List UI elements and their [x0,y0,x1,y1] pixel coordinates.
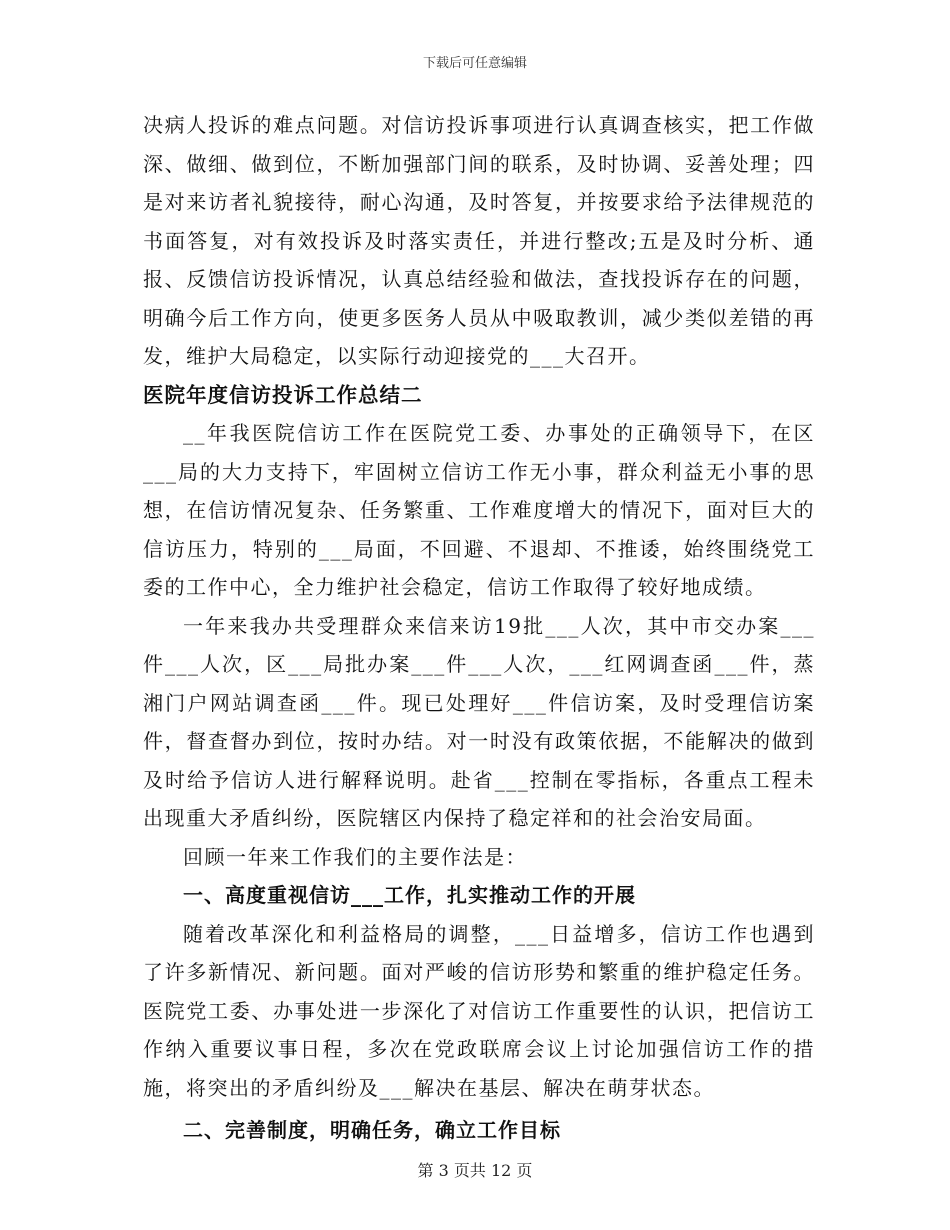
page-footer: 第 3 页共 12 页 [417,1161,533,1180]
paragraph-continuation: 决病人投诉的难点问题。对信访投诉事项进行认真调查核实，把工作做深、做细、做到位，不断加强部门间的联系，及时协调、妥善处理；四是对来访者礼貌接待，耐心沟通，及时答复，并按要求给予法律规范的书面答复，对有效投诉及时落实责任，并进行整改;五是及时分析、通报、反馈信访投诉情况，认真总结经验和做法，查找投诉存在的问题，明确今后工作方向，使更多医务人员从中吸取教训，减少类似差错的再发，维护大局稳定，以实际行动迎接党的___大召开。 [143,113,815,368]
paragraph-measures: 随着改革深化和利益格局的调整，___日益增多，信访工作也遇到了许多新情况、新问题。面对严峻的信访形势和繁重的维护稳定任务。医院党工委、办事处进一步深化了对信访工作重要性的认识，把信访工作纳入重要议事日程，多次在党政联席会议上讨论加强信访工作的措施，将突出的矛盾纠纷及___解决在基层、解决在萌芽状态。 [143,921,815,1100]
heading-one: 一、高度重视信访___工作，扎实推动工作的开展 [183,883,636,907]
document-body [143,106,815,1150]
paragraph-statistics: 一年来我办共受理群众来信来访19批___人次，其中市交办案___件___人次，区___局批办案___件___人次，___红网调查函___件，蒸湘门户网站调查函___件。现已处理好___件信访案，及时受理信访案件，督查督办到位，按时办结。对一时没有政策依据，不能解决的做到及时给予信访人进行解释说明。赴省___控制在零指标，各重点工程未出现重大矛盾纠纷，医院辖区内保持了稳定祥和的社会治安局面。 [143,613,815,830]
section-title: 医院年度信访投诉工作总结二 [143,382,423,407]
page-header: 下载后可任意编辑 [422,56,527,71]
heading-two: 二、完善制度，明确任务，确立工作目标 [183,1118,561,1142]
paragraph-review: 回顾一年来工作我们的主要作法是： [183,844,527,869]
paragraph-intro: __年我医院信访工作在医院党工委、办事处的正确领导下，在区___局的大力支持下，牢固树立信访工作无小事，群众利益无小事的思想，在信访情况复杂、任务繁重、工作难度增大的情况下，面对巨大的信访压力，特别的___局面，不回避、不退却、不推诿，始终围绕党工委的工作中心，全力维护社会稳定，信访工作取得了较好地成绩。 [143,421,815,599]
